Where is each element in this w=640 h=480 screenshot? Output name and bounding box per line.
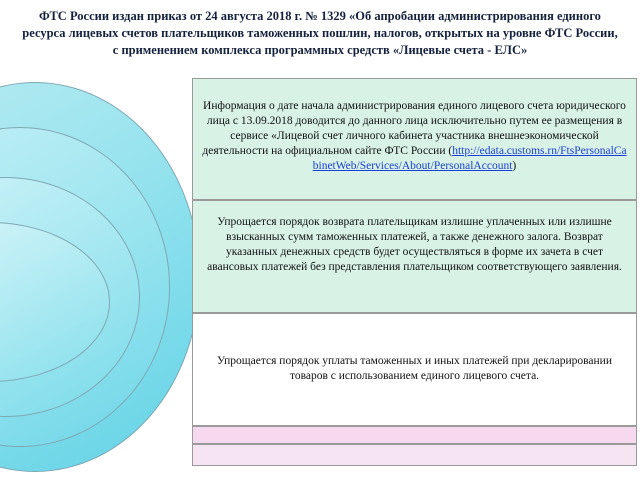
content-panels — [192, 78, 637, 466]
page-title: ФТС России издан приказ от 24 августа 2018 г. № 1329 «Об апробации администрирования единого ресурса лицевых счетов плательщиков таможенных пошлин, налогов, открытых на уровне ФТС России, с применением комплекса программных средств «Лицевые счета - ЕЛС» — [22, 9, 618, 57]
personal-account-link[interactable]: http://edata.customs.rn/FtsPersonalCabinetWeb/Services/About/PersonalAccount — [312, 145, 627, 172]
panel-1-text-after-link: ) — [512, 160, 517, 172]
panel-2-text: Упрощается порядок возврата плательщикам излишне уплаченных или излишне взысканных сумм таможенных платежей, а также денежного залога. Возврат указанных денежных средств будет осуществляться в форме их зачета в счет авансовых платежей без представления плательщиком соответствующего заявления. — [207, 216, 622, 273]
panel-3-text: Упрощается порядок уплаты таможенных и иных платежей при декларировании товаров с использованием единого лицевого счета. — [217, 355, 612, 382]
panel-payment-order — [192, 313, 637, 426]
panel-refund-order — [192, 200, 637, 313]
panel-info-start-date — [192, 78, 637, 200]
panel-accent-pink — [192, 426, 637, 444]
panel-1-text-before-link: Информация о дате начала администрирования единого лицевого счета юридического лица с 13.09.2018 доводится до данного лица исключительно путем ее размещения в сервисе «Лицевой счет личного кабинета участника внешнеэкономической деятельности на официальном сайте ФТС России ( — [202, 100, 626, 157]
panel-accent-light-pink — [192, 444, 637, 466]
